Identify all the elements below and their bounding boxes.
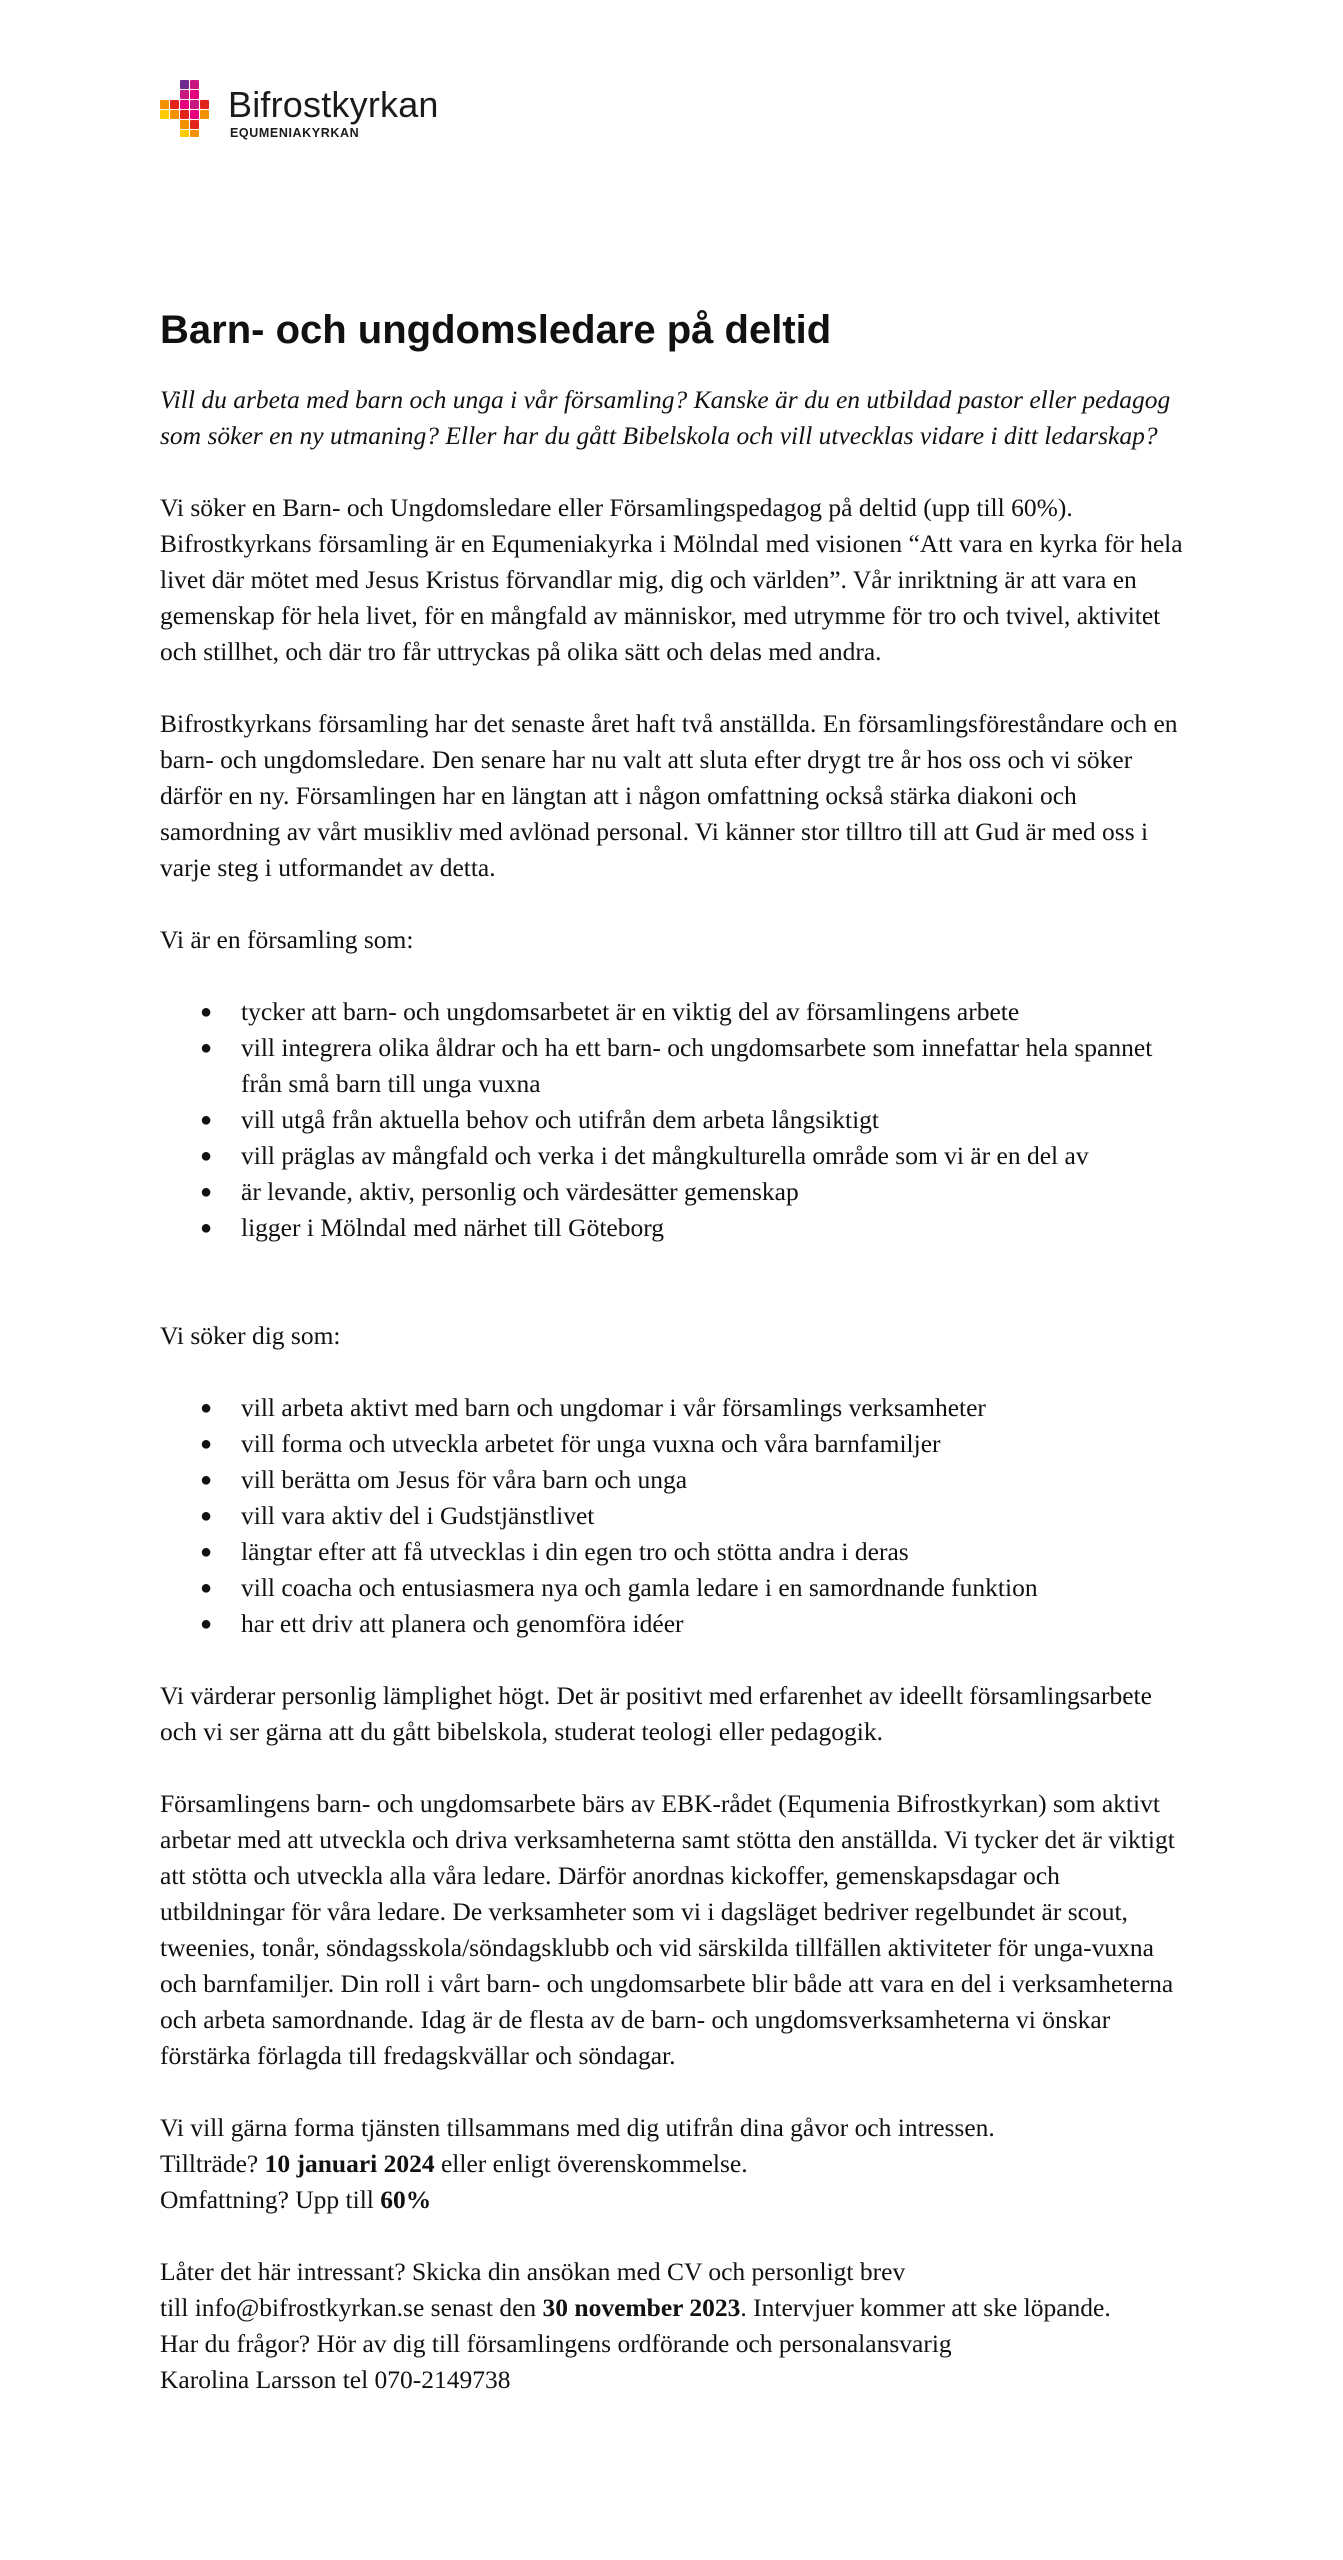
scope-label: Omfattning? Upp till — [160, 2185, 381, 2214]
start-suffix: eller enligt överenskommelse. — [434, 2149, 748, 2178]
contact-line-2-prefix: till info@bifrostkyrkan.se senast den — [160, 2293, 543, 2322]
job-ad-content — [160, 306, 1190, 2398]
seeking-list — [160, 1390, 1190, 1642]
congregation-list-block — [160, 994, 1190, 1246]
terms-intro: Vi vill gärna forma tjänsten tillsammans med dig utifrån dina gåvor och intressen. — [160, 2113, 995, 2142]
church-logo — [160, 80, 439, 140]
list-item: ● vill coacha och entusiasmera nya och gamla ledare i en samordnande funktion — [160, 1570, 1190, 1606]
cross-mosaic-logo-icon — [160, 80, 218, 138]
list-item: ● ligger i Mölndal med närhet till Göteborg — [160, 1210, 1190, 1246]
scope-value: 60% — [380, 2185, 432, 2214]
seeking-list-block — [160, 1390, 1190, 1642]
list-item: ● vill utgå från aktuella behov och utifrån dem arbeta långsiktigt — [160, 1102, 1190, 1138]
list-item: ● vill präglas av mångfald och verka i det mångkulturella område som vi är en del av — [160, 1138, 1190, 1174]
contact-line-3: Har du frågor? Hör av dig till församlingens ordförande och personalansvarig — [160, 2329, 952, 2358]
list-item: ● vill berätta om Jesus för våra barn och unga — [160, 1462, 1190, 1498]
list-item: ● har ett driv att planera och genomföra idéer — [160, 1606, 1190, 1642]
list-item: ● längtar efter att få utvecklas i din egen tro och stötta andra i deras — [160, 1534, 1190, 1570]
contact-person: Karolina Larsson tel 070-2149738 — [160, 2365, 511, 2394]
application-deadline: 30 november 2023 — [542, 2293, 741, 2322]
contact-line-2-suffix: . Intervjuer kommer att ske löpande. — [740, 2293, 1111, 2322]
list-item: ● vill forma och utveckla arbetet för unga vuxna och våra barnfamiljer — [160, 1426, 1190, 1462]
list-item: ● är levande, aktiv, personlig och värdesätter gemenskap — [160, 1174, 1190, 1210]
congregation-list — [160, 994, 1190, 1246]
congregation-list-heading: Vi är en församling som: — [160, 925, 414, 954]
contact-line-1: Låter det här intressant? Skicka din ansökan med CV och personligt brev — [160, 2257, 906, 2286]
list-item: ● tycker att barn- och ungdomsarbetet är en viktig del av församlingens arbete — [160, 994, 1190, 1030]
paragraph-vision: Vi söker en Barn- och Ungdomsledare eller Församlingspedagog på deltid (upp till 60%). Bifrostkyrkans församling är en Equmeniakyrka i Mölndal med visionen “Att vara en kyrka för hela livet där mötet med Jesus Kristus förvandlar mig, dig och världen”. Vår inriktning är att vara en gemenskap för hela livet, för en mångfald av människor, med utrymme för tro och tvivel, aktivitet och stillhet, och där tro får uttryckas på olika sätt och delas med andra. — [160, 493, 1183, 666]
paragraph-qualifications: Vi värderar personlig lämplighet högt. Det är positivt med erfarenhet av ideellt församlingsarbete och vi ser gärna att du gått bibelskola, studerat teologi eller pedagogik. — [160, 1681, 1152, 1746]
terms-block — [160, 2110, 1190, 2218]
logo-text — [228, 80, 439, 140]
list-item: ● vill arbeta aktivt med barn och ungdomar i vår församlings verksamheter — [160, 1390, 1190, 1426]
list-item: ● vill vara aktiv del i Gudstjänstlivet — [160, 1498, 1190, 1534]
page-title: Barn- och ungdomsledare på deltid — [160, 308, 832, 352]
contact-block — [160, 2254, 1190, 2398]
paragraph-staff: Bifrostkyrkans församling har det senaste året haft två anställda. En församlingsföreståndare och en barn- och ungdomsledare. Den senare har nu valt att sluta efter drygt tre år hos oss och vi söker därför en ny. Församlingen har en längtan att i någon omfattning också stärka diakoni och samordning av vårt musikliv med avlönad personal. Vi känner stor tilltro till att Gud är med oss i varje steg i utformandet av detta. — [160, 709, 1178, 882]
paragraph-youth-work: Församlingens barn- och ungdomsarbete bärs av EBK-rådet (Equmenia Bifrostkyrkan) som aktivt arbetar med att utveckla och driva verksamheterna samt stötta den anställda. Vi tycker det är viktigt att stötta och utveckla alla våra ledare. Därför anordnas kickoffer, gemenskapsdagar och utbildningar för våra ledare. De verksamheter som vi i dagsläget bedriver regelbundet är scout, tweenies, tonår, söndagsskola/söndagsklubb och vid särskilda tillfällen aktiviteter för unga-vuxna och barnfamiljer. Din roll i vårt barn- och ungdomsarbete blir både att vara en del i verksamheterna och arbeta samordnande. Idag är de flesta av de barn- och ungdomsverksamheterna vi önskar förstärka förlagda till fredagskvällar och söndagar. — [160, 1789, 1175, 2070]
start-date: 10 januari 2024 — [264, 2149, 435, 2178]
logo-subtitle: EQUMENIAKYRKAN — [230, 126, 360, 140]
list-item: ● vill integrera olika åldrar och ha ett barn- och ungdomsarbete som innefattar hela spannet från små barn till unga vuxna — [160, 1030, 1190, 1102]
intro-paragraph: Vill du arbeta med barn och unga i vår församling? Kanske är du en utbildad pastor eller pedagog som söker en ny utmaning? Eller har du gått Bibelskola och vill utvecklas vidare i ditt ledarskap? — [160, 385, 1171, 450]
start-label: Tillträde? — [160, 2149, 265, 2178]
logo-name: Bifrostkyrkan — [228, 84, 439, 125]
seeking-list-heading: Vi söker dig som: — [160, 1321, 341, 1350]
